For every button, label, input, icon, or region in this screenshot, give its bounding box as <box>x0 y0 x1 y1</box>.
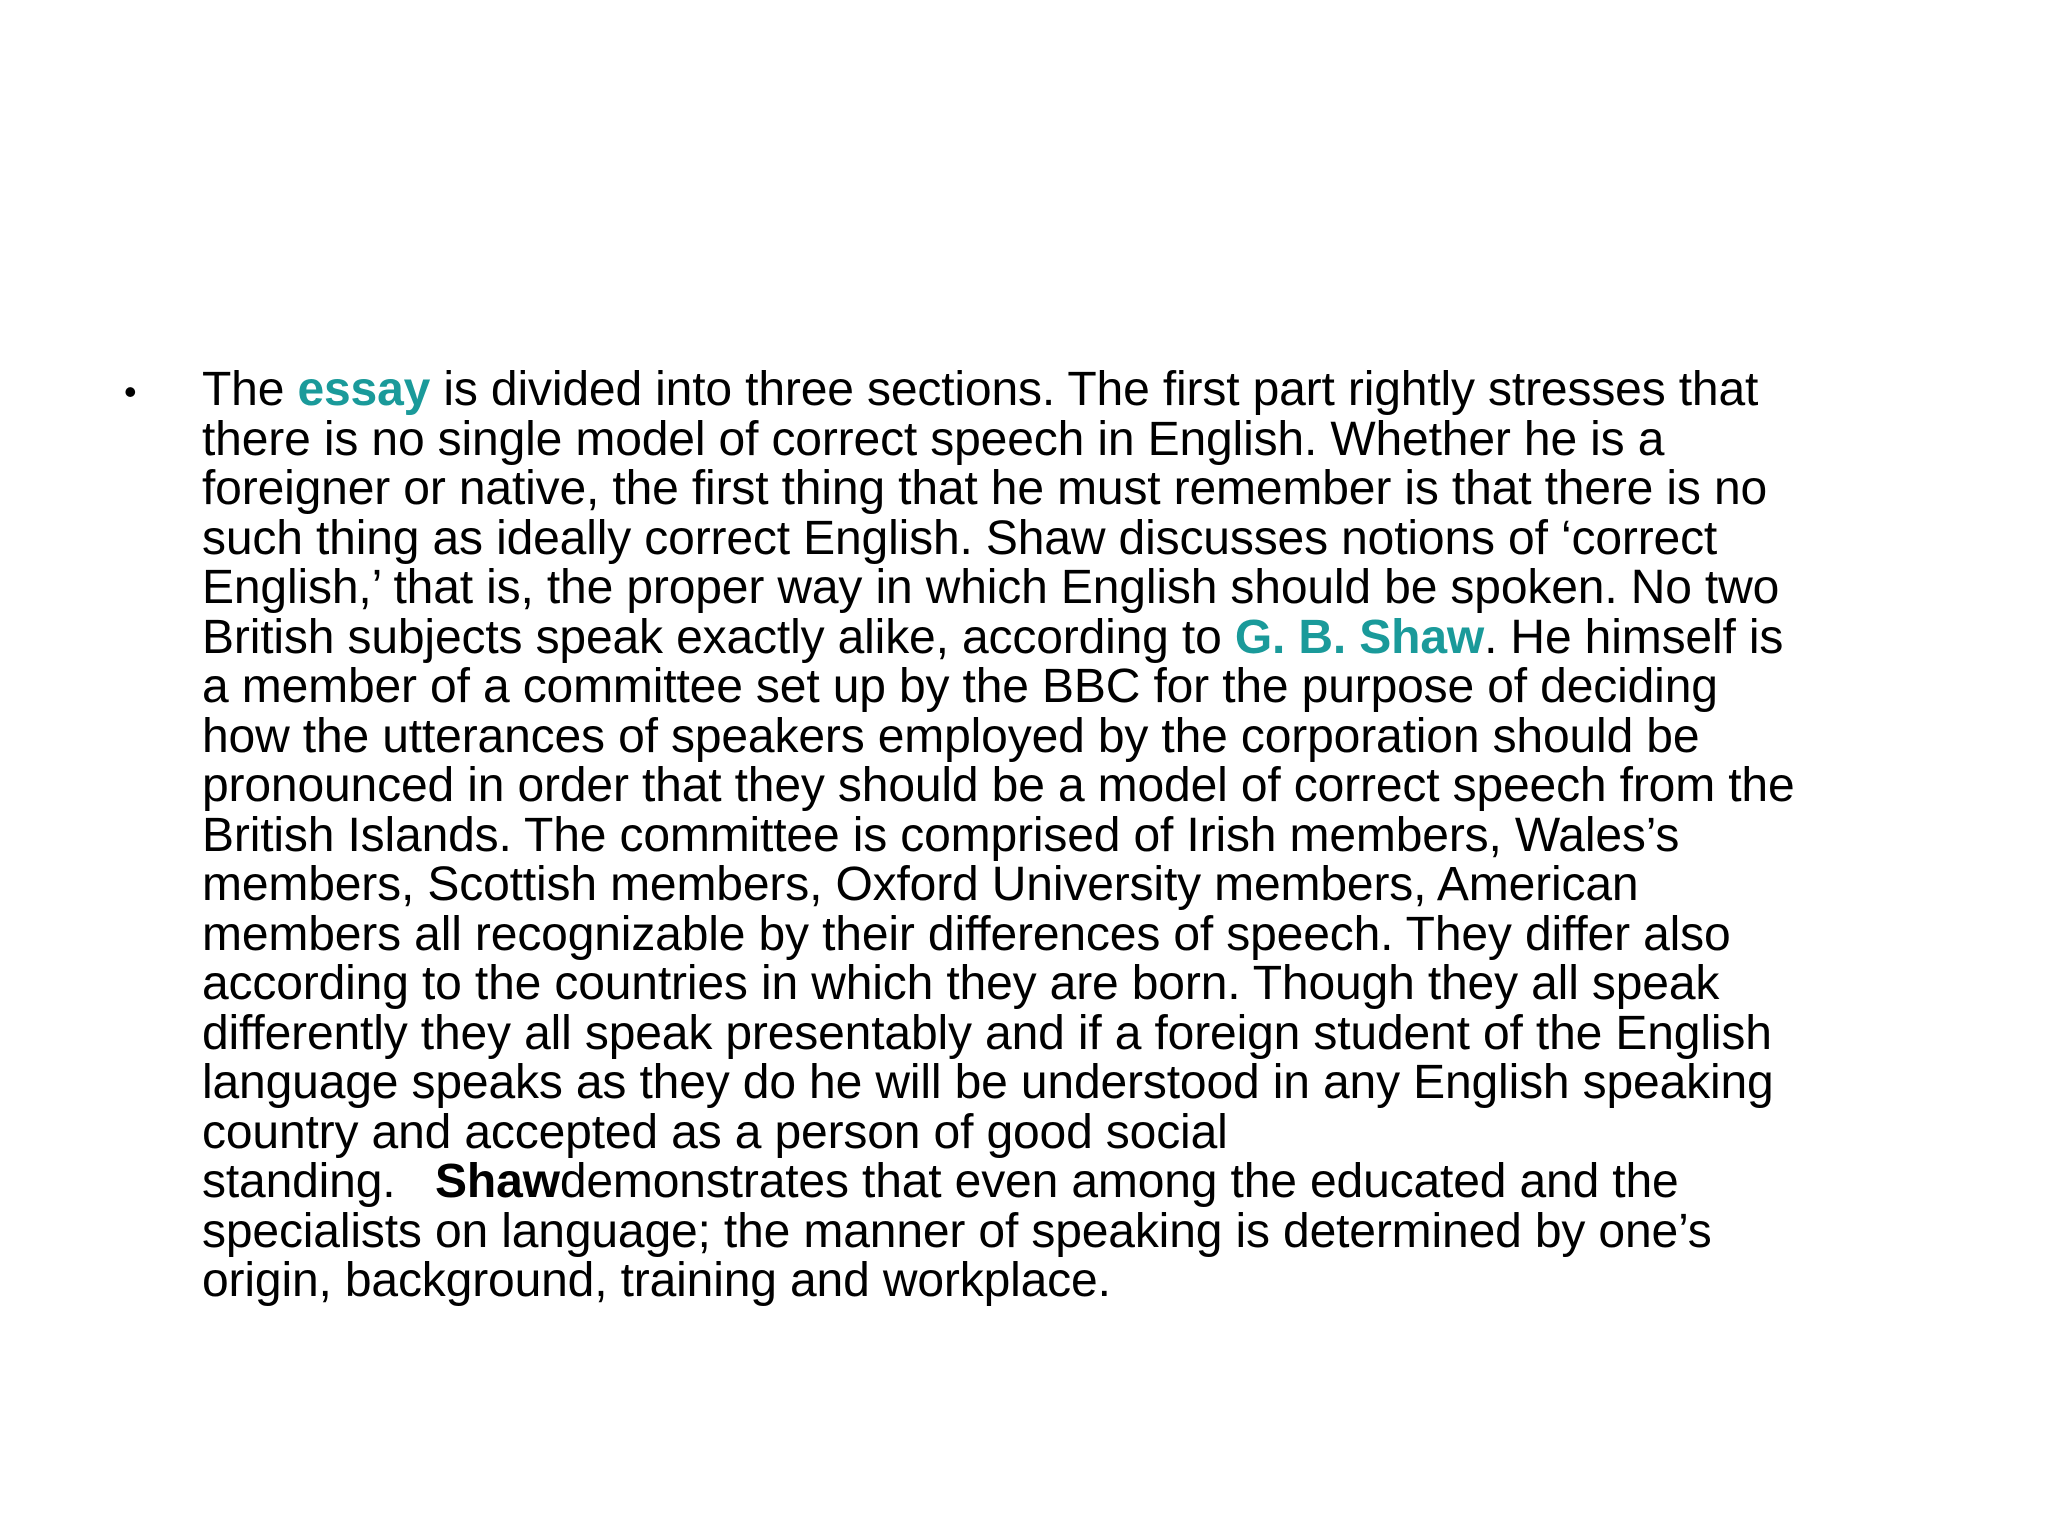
text-line: origin, background, training and workplace. <box>202 1254 1111 1307</box>
text-line: language speaks as they do he will be understood in any English speaking <box>202 1056 1774 1109</box>
highlight-author: G. B. Shaw <box>1234 610 1485 664</box>
bold-shaw: Shaw <box>435 1155 560 1208</box>
bullet-item <box>124 365 1984 1306</box>
text-line: standing. Shawdemonstrates that even among the educated and the <box>202 1155 1679 1208</box>
text-line: The essay is divided into three sections. The first part rightly stresses that <box>202 363 1759 416</box>
text-line: there is no single model of correct speech in English. Whether he is a <box>202 412 1665 466</box>
text-line: how the utterances of speakers employed by the corporation should be <box>202 709 1700 763</box>
text-line: foreigner or native, the first thing that he must remember is that there is no <box>202 462 1768 515</box>
bullet-icon: • <box>124 371 137 412</box>
text-line: British subjects speak exactly alike, according to G. B. Shaw. He himself is <box>202 610 1784 664</box>
text-line: a member of a committee set up by the BBC for the purpose of deciding <box>202 660 1718 713</box>
text-line: British Islands. The committee is comprised of Irish members, Wales’s <box>202 808 1680 862</box>
text-line: according to the countries in which they are born. Though they all speak <box>202 957 1720 1010</box>
text-line: English,’ that is, the proper way in which English should be spoken. No two <box>202 561 1780 614</box>
text-line: country and accepted as a person of good social <box>202 1105 1228 1159</box>
bullet-paragraph <box>202 365 1984 1306</box>
text-line: members all recognizable by their differences of speech. They differ also <box>202 907 1731 961</box>
text-line: differently they all speak presentably and if a foreign student of the English <box>202 1006 1772 1060</box>
text-line: pronounced in order that they should be a model of correct speech from the <box>202 759 1795 812</box>
text-line: specialists on language; the manner of speaking is determined by one’s <box>202 1204 1712 1258</box>
text-line: members, Scottish members, Oxford University members, American <box>202 858 1639 911</box>
highlight-essay: essay <box>297 363 431 416</box>
text-line: such thing as ideally correct English. Shaw discusses notions of ‘correct <box>202 511 1718 565</box>
